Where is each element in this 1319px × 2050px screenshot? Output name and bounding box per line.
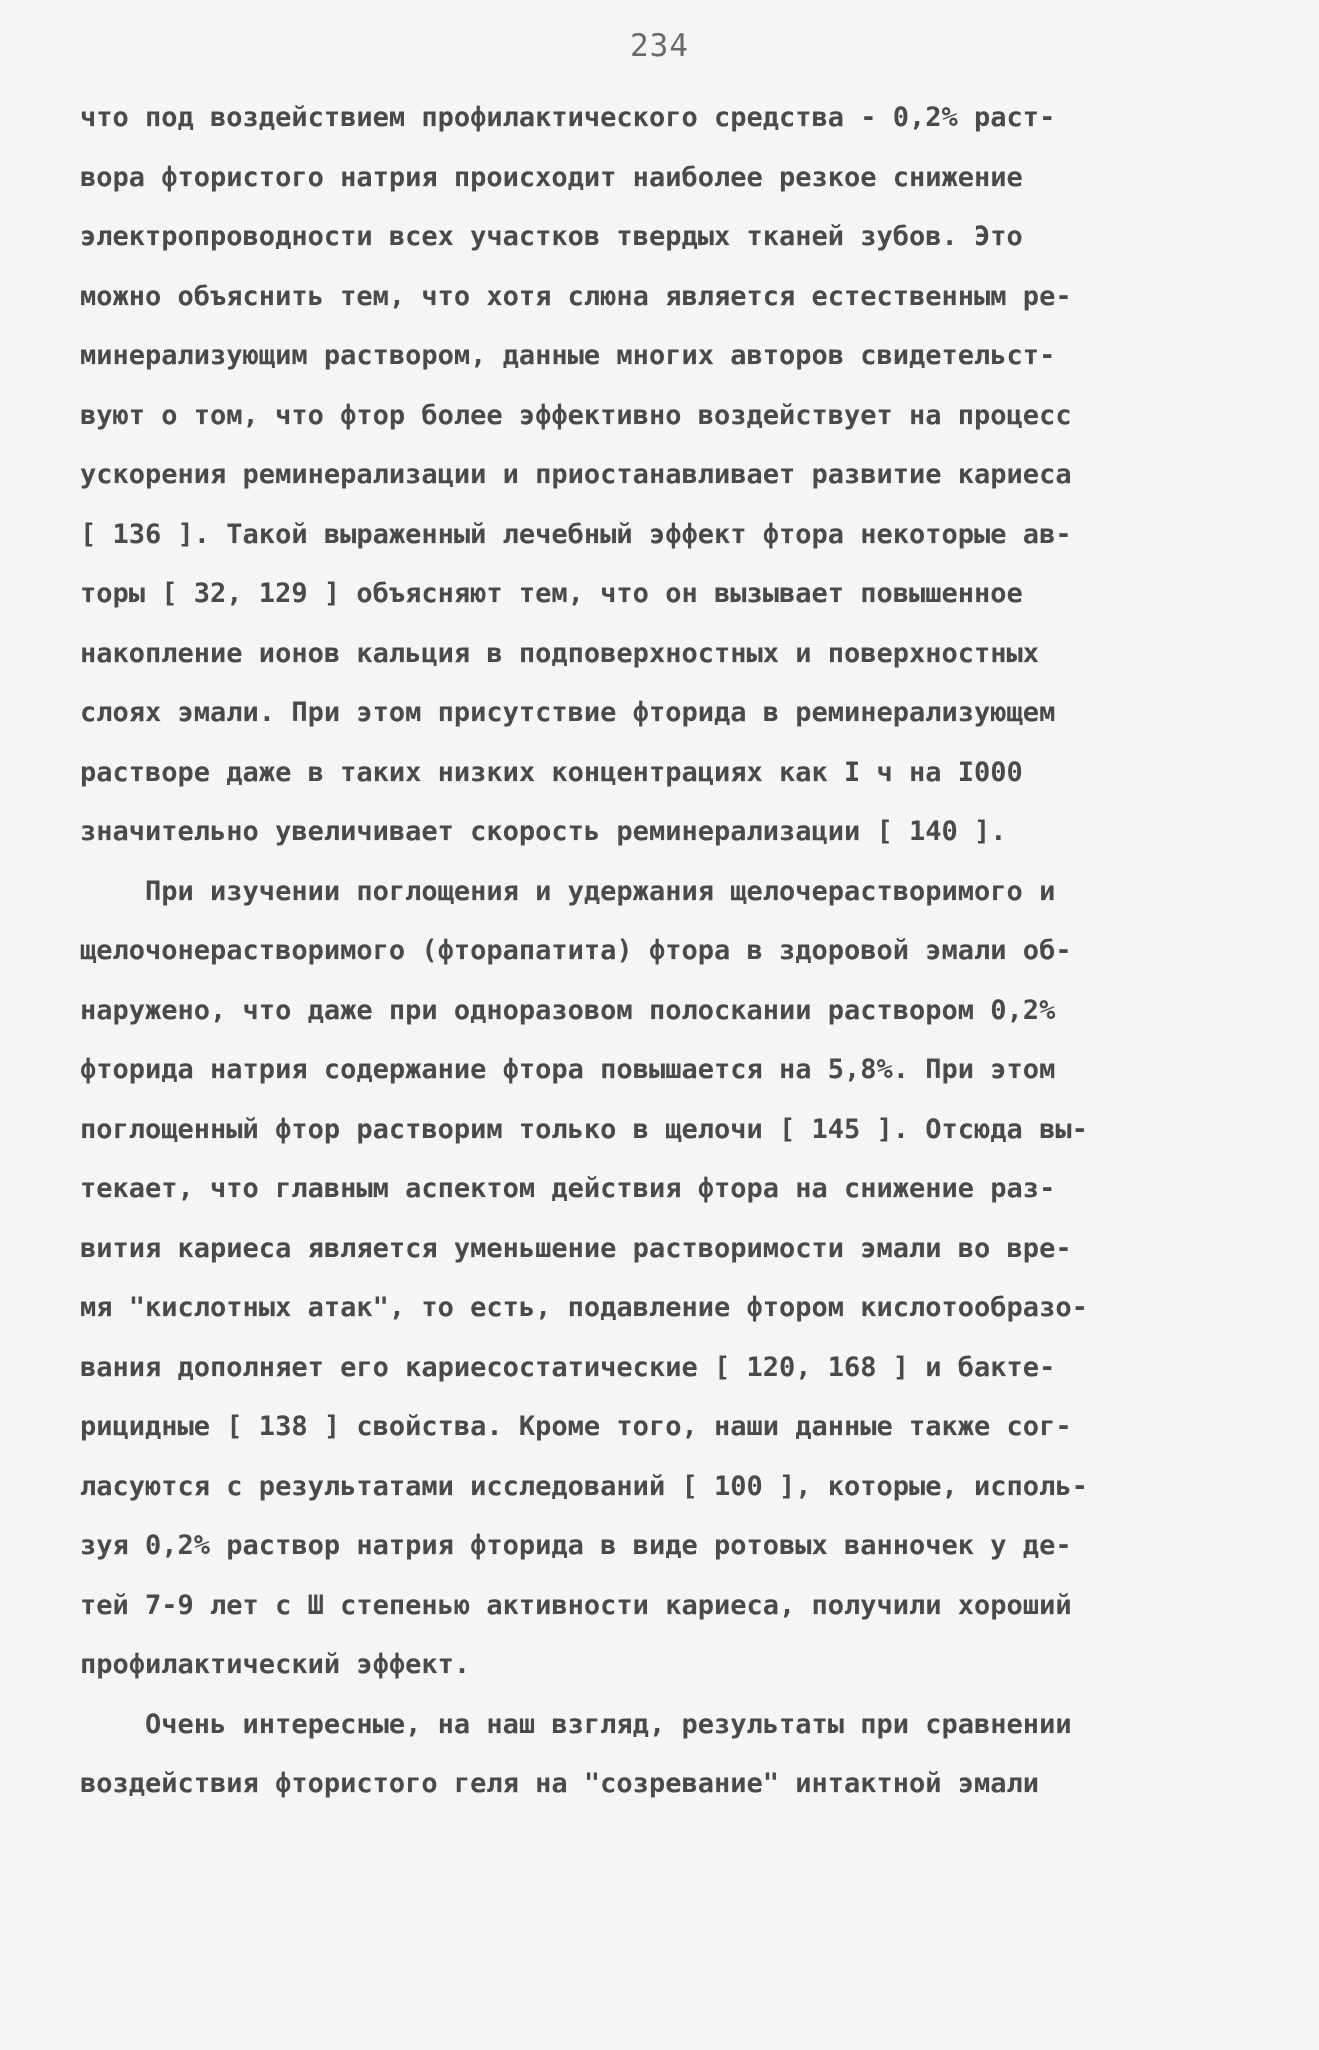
text-line: вания дополняет его кариесостатические [ 120, 168 ] и бакте- <box>80 1351 1056 1383</box>
page-number: 234 <box>630 28 689 64</box>
text-line: фторида натрия содержание фтора повышается на 5,8%. При этом <box>80 1054 1056 1085</box>
text-line: вуют о том, что фтор более эффективно воздействует на процесс <box>80 399 1072 431</box>
text-line: что под воздействием профилактического средства - 0,2% раст- <box>80 102 1056 133</box>
text-line: щелочонерастворимого (фторапатита) фтора в здоровой эмали об- <box>80 935 1072 966</box>
text-line: зуя 0,2% раствор натрия фторида в виде ротовых ванночек у де- <box>80 1530 1072 1561</box>
text-line: тей 7-9 лет с Ш степенью активности кариеса, получили хороший <box>80 1589 1072 1621</box>
text-line: наружено, что даже при одноразовом полоскании раствором 0,2% <box>80 994 1056 1026</box>
text-line: накопление ионов кальция в подповерхностных и поверхностных <box>80 637 1040 669</box>
text-line: ласуются с результатами исследований [ 100 ], которые, исполь- <box>80 1470 1088 1502</box>
text-line: можно объяснить тем, что хотя слюна является естественным ре- <box>80 280 1072 312</box>
text-line: мя "кислотных атак", то есть, подавление фтором кислотообразо- <box>80 1292 1088 1323</box>
text-line: вора фтористого натрия происходит наиболее резкое снижение <box>80 161 1023 193</box>
text-line: минерализующим раствором, данные многих авторов свидетельст- <box>80 340 1056 371</box>
text-line: [ 136 ]. Такой выраженный лечебный эффект фтора некоторые ав- <box>80 518 1072 550</box>
text-line: торы [ 32, 129 ] объясняют тем, что он вызывает повышенное <box>80 578 1023 609</box>
text-line: растворе даже в таких низких концентрациях как I ч на I000 <box>80 756 1023 788</box>
text-line: воздействия фтористого геля на "созревание" интактной эмали <box>80 1768 1040 1799</box>
paragraph-start-line: Очень интересные, на наш взгляд, результаты при сравнении <box>80 1708 1072 1740</box>
text-line: слоях эмали. При этом присутствие фторида в реминерализующем <box>80 697 1056 728</box>
text-line: электропроводности всех участков твердых тканей зубов. Это <box>80 221 1023 252</box>
paragraph-start-line: При изучении поглощения и удержания щелочерастворимого и <box>80 875 1056 907</box>
body-text <box>80 88 1230 1814</box>
text-line: текает, что главным аспектом действия фтора на снижение раз- <box>80 1173 1056 1204</box>
text-line: ускорения реминерализации и приостанавливает развитие кариеса <box>80 459 1072 490</box>
text-line: поглощенный фтор растворим только в щелочи [ 145 ]. Отсюда вы- <box>80 1113 1088 1145</box>
text-line: значительно увеличивает скорость реминерализации [ 140 ]. <box>80 816 1007 847</box>
text-line: рицидные [ 138 ] свойства. Кроме того, наши данные также сог- <box>80 1411 1072 1442</box>
text-line: профилактический эффект. <box>80 1649 471 1680</box>
text-line: вития кариеса является уменьшение растворимости эмали во вре- <box>80 1232 1072 1264</box>
